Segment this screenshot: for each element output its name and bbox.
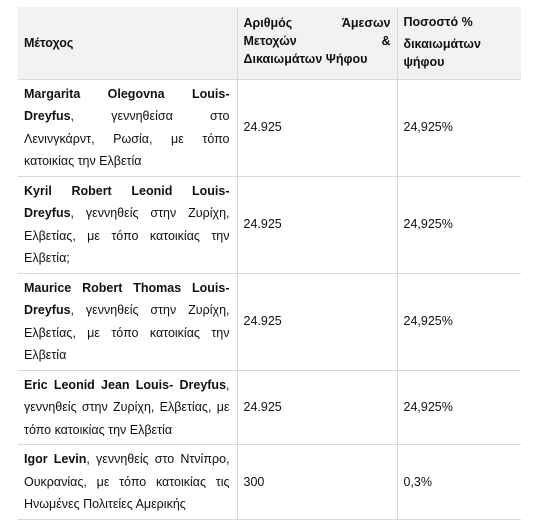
header-shares-word-1: Αριθμός xyxy=(243,16,293,30)
holder-name: Maurice Robert Thomas Louis-Dreyfus xyxy=(24,280,230,317)
shareholders-table-container xyxy=(18,7,521,520)
holder-name: Eric Leonid Jean Louis- Dreyfus xyxy=(24,377,227,392)
percent-cell: 24,925% xyxy=(397,273,521,370)
shares-cell: 300 xyxy=(237,445,397,520)
holder-description: , γεννηθείς στην Ζυρίχη, Ελβετίας, με τόπο κατοικίας την Ελβετία; xyxy=(24,206,230,265)
percent-cell: 24,925% xyxy=(397,79,521,176)
table-row xyxy=(18,79,521,176)
shares-cell: 24.925 xyxy=(237,273,397,370)
header-shares-word-3: Μετοχών xyxy=(243,34,297,48)
holder-cell xyxy=(18,273,237,370)
holder-description: , γεννηθείς στην Ζυρίχη, Ελβετίας, με τόπο κατοικίας την Ελβετία xyxy=(24,303,230,362)
header-percent-line-2: δικαιωμάτων xyxy=(403,37,481,51)
percent-cell: 24,925% xyxy=(397,370,521,445)
holder-description: , γεννηθείς στην Ζυρίχη, Ελβετίας, με τόπο κατοικίας την Ελβετία xyxy=(24,377,230,437)
holder-description: , γεννηθείς στο Ντνίπρο, Ουκρανίας, με τόπο κατοικίας τις Ηνωμένες Πολιτείες Αμερικής xyxy=(24,452,230,511)
table-row xyxy=(18,370,521,445)
header-percent-line-1: Ποσοστό % xyxy=(403,15,473,29)
holder-name: Margarita Olegovna Louis-Dreyfus xyxy=(24,86,230,123)
holder-name: Kyril Robert Leonid Louis- Dreyfus xyxy=(24,183,230,220)
percent-cell: 24,925% xyxy=(397,176,521,273)
header-shares-word-4: & xyxy=(381,34,391,48)
header-percent xyxy=(397,7,521,79)
shares-cell: 24.925 xyxy=(237,79,397,176)
table-row xyxy=(18,273,521,370)
holder-cell xyxy=(18,176,237,273)
shareholders-table xyxy=(18,7,521,520)
header-holder: Μέτοχος xyxy=(18,7,237,79)
header-percent-line-3: ψήφου xyxy=(403,55,445,69)
table-row xyxy=(18,445,521,520)
holder-cell xyxy=(18,79,237,176)
header-shares-line-3: Δικαιωμάτων Ψήφου xyxy=(243,52,368,66)
header-shares-word-2: Άμεσων xyxy=(341,16,391,30)
shares-cell: 24.925 xyxy=(237,176,397,273)
holder-description: , γεννηθείσα στο Λενινγκάρντ, Ρωσία, με τόπο κατοικίας την Ελβετία xyxy=(24,109,230,168)
table-row xyxy=(18,176,521,273)
header-shares xyxy=(237,7,397,79)
holder-cell xyxy=(18,445,237,520)
shares-cell: 24.925 xyxy=(237,370,397,445)
table-header-row xyxy=(18,7,521,79)
holder-cell xyxy=(18,370,237,445)
percent-cell: 0,3% xyxy=(397,445,521,520)
holder-name: Igor Levin xyxy=(24,452,87,466)
